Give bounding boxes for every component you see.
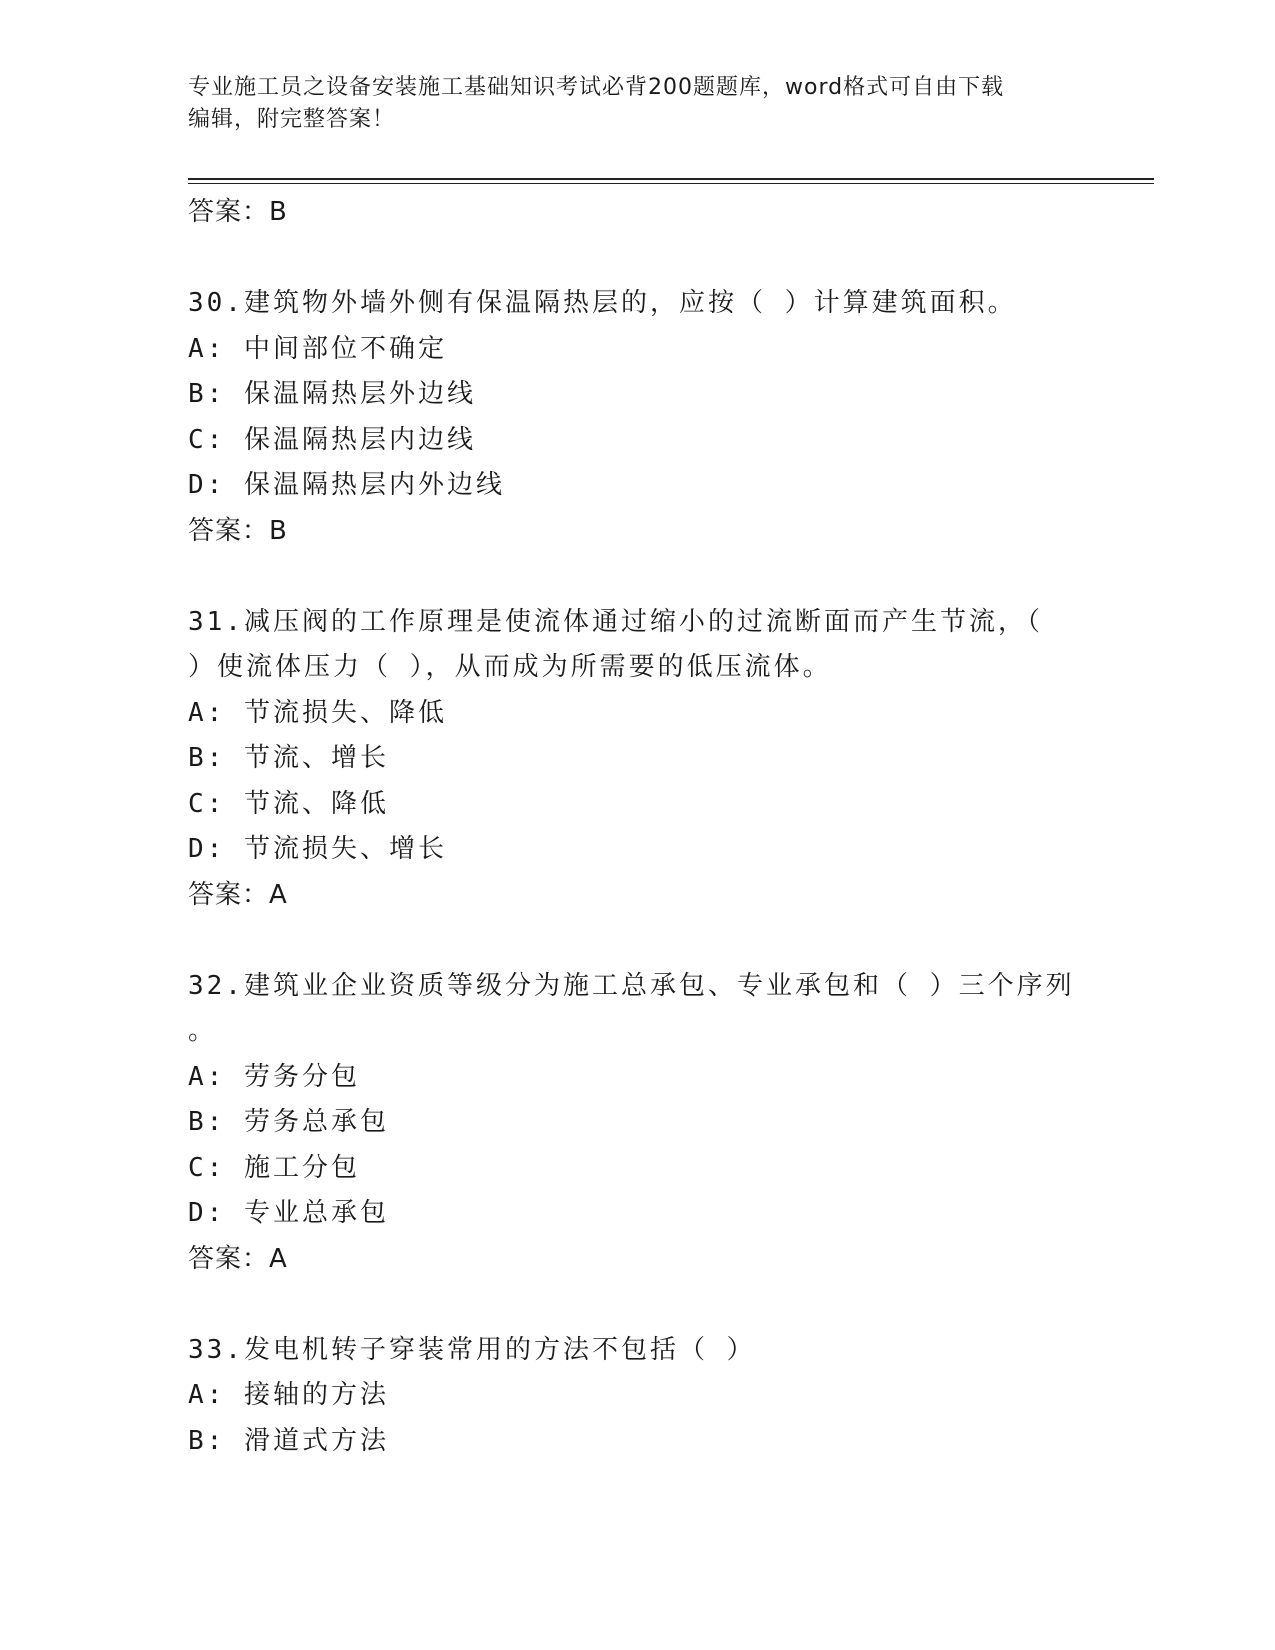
header-divider xyxy=(188,178,1154,184)
spacer xyxy=(188,1282,1148,1328)
document-header xyxy=(188,72,1088,136)
answer: 答案：A xyxy=(188,1243,288,1274)
header-title-line-1: 专业施工员之设备安装施工基础知识考试必背200题题库，word格式可自由下载 xyxy=(188,75,1005,100)
spacer xyxy=(188,554,1148,600)
question-30 xyxy=(188,281,1148,554)
question-stem-continued: 。 xyxy=(188,1016,218,1046)
question-stem: 33.发电机转子穿装常用的方法不包括（ ） xyxy=(188,1334,756,1365)
option-c: C: 保温隔热层内边线 xyxy=(188,424,476,455)
question-stem: 31.减压阀的工作原理是使流体通过缩小的过流断面而产生节流，（ xyxy=(188,606,1043,637)
spacer xyxy=(188,236,1148,282)
question-32 xyxy=(188,964,1148,1283)
option-b: B: 节流、增长 xyxy=(188,743,389,773)
answer: 答案：B xyxy=(188,515,288,546)
question-31 xyxy=(188,600,1148,919)
option-b: B: 劳务总承包 xyxy=(188,1107,389,1137)
question-stem-continued: ）使流体压力（ ），从而成为所需要的低压流体。 xyxy=(188,652,832,682)
question-33 xyxy=(188,1328,1148,1465)
question-stem: 30.建筑物外墙外侧有保温隔热层的，应按（ ）计算建筑面积。 xyxy=(188,288,1017,318)
previous-answer: 答案：B xyxy=(188,197,288,227)
option-b: B: 保温隔热层外边线 xyxy=(188,379,476,409)
option-c: C: 施工分包 xyxy=(188,1152,360,1183)
option-a: A: 节流损失、降低 xyxy=(188,697,447,728)
spacer xyxy=(188,918,1148,964)
option-c: C: 节流、降低 xyxy=(188,788,389,819)
option-d: D: 专业总承包 xyxy=(188,1198,389,1228)
question-list xyxy=(188,190,1148,1464)
option-d: D: 保温隔热层内外边线 xyxy=(188,470,505,500)
answer: 答案：A xyxy=(188,879,288,910)
question-stem: 32.建筑业企业资质等级分为施工总承包、专业承包和（ ）三个序列 xyxy=(188,970,1075,1001)
option-a: A: 接轴的方法 xyxy=(188,1380,389,1410)
option-a: A: 中间部位不确定 xyxy=(188,333,447,364)
option-a: A: 劳务分包 xyxy=(188,1061,360,1092)
option-d: D: 节流损失、增长 xyxy=(188,834,447,864)
header-title-line-2: 编辑，附完整答案！ xyxy=(188,107,396,132)
option-b: B: 滑道式方法 xyxy=(188,1425,389,1456)
